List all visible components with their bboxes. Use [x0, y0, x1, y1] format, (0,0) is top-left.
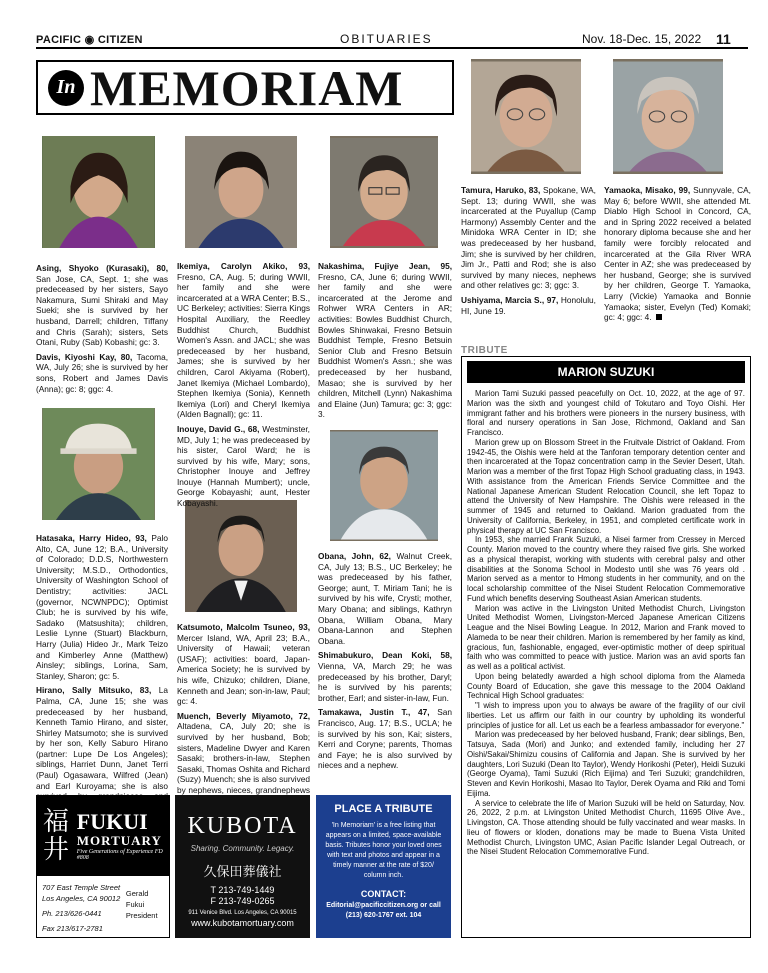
tribute-paragraph: Upon being belatedly awarded a high school diploma from the Alameda County Board of Education, she gave this message to the 2004 Oakland Technical High School graduates:	[467, 671, 745, 701]
obit-column-5	[604, 185, 751, 327]
tribute-paragraph: Marion was active in the Livingston United Methodist Church, Livingston United Methodist Women, Livingston-Merced Japanese American Citizens League and the Nisei Bowling League. In 2012, Marion and Frank moved to Alameda to be near their children. Marion is remembered by her family as kind, gracious, fun, fashionable, engaged, ever-optimistic mother of deep spiritual faith who was committed to peace with justice. Marion was an avid sports fan as well as a political activist.	[467, 603, 745, 671]
obit-name: Ikemiya, Carolyn Akiko, 93,	[177, 261, 310, 271]
obit-name: Ushiyama, Marcia S., 97,	[461, 294, 559, 305]
tribute-paragraph: "I wish to impress upon you to always be aware of the fragility of our civil liberties. Let us affirm our faith in our country by upholding its wonderful principles of justice for all. Let us each be a fearless ambassador for everyone."	[467, 701, 745, 730]
place-tribute-ad	[316, 795, 451, 938]
tribute-paragraph: Marion grew up on Blossom Street in the Fruitvale District of Oakland. From 1942-45, the Oishis were held at the Tanforan temporary detention center and then incarcerated at the Topaz concentration camp in the Sevier Desert, Utah. Marion was a member of the first Topaz High School graduating class, in 1943. With assistance from the American Friends Service Committee and the National Japanese American Student Relocation Council, she left Topaz to attend the University of New Hampshire. The Oishis were released in the summer of 1945 and returned to Oakland. Marion graduated from the University of California, Berkeley, in 1951, and completed certificate work in physical therapy at UC San Francisco.	[467, 437, 745, 535]
obit-text: Honolulu, HI, June 19.	[461, 294, 596, 316]
kubota-fax: F 213-749-0265	[210, 896, 275, 906]
header-rule	[36, 47, 748, 49]
fukui-name: FUKUI	[76, 809, 148, 834]
obit-name: Yamaoka, Misako, 99,	[604, 185, 691, 195]
kubota-tagline: Sharing. Community. Legacy.	[190, 844, 295, 853]
photo-hatasaka	[42, 408, 155, 520]
photo-katsumoto	[185, 500, 297, 612]
place-tribute-contact: CONTACT:	[360, 889, 407, 899]
obit-name: Katsumoto, Malcolm Tsuneo, 93,	[177, 622, 310, 632]
kubota-mortuary-ad[interactable]	[175, 795, 310, 938]
fukui-tagline: Five Generations of Experience FD #808	[76, 849, 163, 861]
issue-date: Nov. 18-Dec. 15, 2022	[582, 32, 702, 46]
tribute-paragraph: A service to celebrate the life of Marion Suzuki will be held on Saturday, Nov. 26, 2022, 2 p.m. at Livingston United Methodist Church, 11695 Olive Ave., Livingston, CA. Those attending should be fully vaccinated and wear masks. In lieu of flowers or kloden, donations may be made to Buena Vista United Methodist Church, Livingston UMC, Asian Pacific Islander Legal Outreach, or the Nisei Student Relocation Commemorative Fund.	[467, 798, 745, 857]
obit-name: Nakashima, Fujiye Jean, 95,	[318, 261, 452, 271]
obit-name: Tamura, Haruko, 83,	[461, 185, 541, 195]
obit-text: San Jose, CA, Sept. 1; she was predeceased by her sisters, Sayo Nakamura, Sumi Shiraki and May Sueki; she is survived by her husband, Darrell; children, Tiffany and Chris (Sarah); sisters, Sets Otani, Ruby (Sab) Kobashi; gc: 3.	[36, 273, 168, 348]
obit-name: Tamakawa, Justin T., 47,	[318, 707, 430, 718]
obit-text: Spokane, WA, Sept. 13; during WWII, she was incarcerated at the Puyallup (Camp Harmony) Assembly Center and the Minidoka WRA Center in ID; she was predeceased by her husband, Jim; she is survived by her children, Jim Jr., Patti and Rod; she is also survived by many nieces, nephews and other relatives gc: 3; ggc: 3.	[461, 185, 596, 291]
photo-tamura	[471, 59, 581, 174]
obit-text: San Francisco, Aug. 17; B.S., UCLA; he is survived by his son, Kai; sisters, Kerri and Coryne; parents, Thomas and Faye; he is also survived by nieces and a nephew.	[318, 707, 452, 771]
tribute-label: TRIBUTE	[461, 345, 508, 356]
kubota-website-link[interactable]: www.kubotamortuary.com	[191, 918, 294, 928]
page-number: 11	[716, 31, 731, 47]
obit-text: Sunnyvale, CA, May 6; before WWII, she attended Mt. Diablo High School in Concord, CA, and in Spring 2022 received a belated honorary diploma because she and her family were forcibly relocated and incarcerated at the Gila River WRA Center in AZ; she was predeceased by her husband, George; she is survived by her children, George T. Yamaoka, Larry (Vickie) Yamaoka and Bonnie Yamaoka; sister, Evelyn (Ted) Komaki; gc: 4; ggc: 4.	[604, 185, 751, 323]
obit-name: Inouye, David G., 68,	[177, 423, 260, 434]
photo-asing	[42, 136, 155, 248]
obit-text: Tacoma, WA, July 26; she is survived by her sons, Robert and James Davis (Anna); gc: 8; ggc: 4.	[36, 351, 168, 394]
obit-text: Fresno, CA, Aug. 5; during WWII, her family and she were incarcerated at a WRA Center; B.S., UC Berkeley; activities: Sierra Kings Hospital Auxiliary, the Reedley Buddhist Church, Buddhist Women's Assn. and JACL; she was predeceased by her husband, James; she is survived by her children, Carol Akiyama (Robert), Janet Ikemiya (Michael Lombardo), Stephen Ikemiya (Sonia), Kenneth Ikemiya (Lori) and Cheryl Ikemiya (Alden Bagnall); gc: 11.	[177, 271, 310, 420]
obit-text: La Palma, CA, June 15; she was predeceased by her husband, Kenneth Tamio Hirano, and sister, Shirley Matsumoto; she is survived by her son, Kelly Saburo Hirano (partner: Lupe De Los Angeles); siblings, Harriet Dunn, Janet Terri (Paul) Ogasawara, Wilfred (Jean) and Earl Kuroyama; she is also	[36, 685, 168, 791]
fukui-mortuary: MORTUARY	[76, 833, 162, 848]
obit-column-2b	[177, 622, 310, 810]
obit-column-3	[318, 261, 452, 424]
place-tribute-body: 'In Memoriam' is a free listing that appears on a limited, space-available basis. Tributes honor your loved ones with text and photos and appear in a timely manner at the rate of $20/ column inch.	[325, 822, 442, 879]
fukui-kanji: 福井	[43, 807, 70, 865]
fukui-phone: Ph. 213/626-0441	[42, 909, 102, 918]
place-tribute-email-link[interactable]: Editorial@pacificcitizen.org or call (213) 620-1767 ext. 104	[326, 902, 441, 919]
obit-column-1b	[36, 533, 168, 816]
photo-ikemiya	[185, 136, 297, 248]
obit-text: Mercer Island, WA, April 23; B.A., University of Hawaii; veteran (USAF); activities: board, Japan-America Society; he is survived by his wife, Chizuko; children, Diane, Kenneth and Jean; son-in-law, Paul; gc: 4.	[177, 632, 310, 707]
obit-name: Muench, Beverly Miyamoto, 72,	[177, 710, 310, 721]
obit-name: Davis, Kiyoshi Kay, 80,	[36, 351, 133, 362]
obit-column-2	[177, 261, 310, 513]
banner-title: MEMORIAM	[90, 59, 404, 116]
tribute-paragraph: Marion Tami Suzuki passed peacefully on Oct. 10, 2022, at the age of 97. Marion was the sixth and youngest child of Tokutaro and Toyo Oishi. Her immigrant father and his brothers were pioneers in the nursery business, with floral and nursery operations in San Jose, Richmond, Oakland and San Francisco.	[467, 389, 745, 437]
obit-name: Obana, John, 62,	[318, 551, 391, 561]
tribute-box	[461, 356, 751, 938]
tribute-paragraph: Marion was predeceased by her beloved husband, Frank; dear siblings, Ben, Tatsuya, Sada (Mori) and Junko; and extended family, including her 27 Oishi/Sakai/Shimizu cousins of California and Japan. She is survived by her daughters, Lori Suzuki (Dean Ito Taylor), Wendy Horikoshi (Peter), Heidi Suzuki (George Oyama), Tami Suzuki (Rich Eijima) and Teri Suzuki; grandchildren, Steven and Kevin Horikoshi, Masao Ito Taylor, Derek Oyama and Riki and Tomi Eijima.	[467, 730, 745, 798]
obit-column-1	[36, 263, 168, 398]
photo-yamaoka	[613, 59, 723, 174]
kubota-logo: KUBOTA	[187, 813, 298, 839]
fukui-address-1: 707 East Temple Street	[42, 883, 121, 892]
obit-name: Shimabukuro, Dean Koki, 58,	[318, 650, 452, 661]
obit-name: Hirano, Sally Mitsuko, 83,	[36, 685, 152, 696]
tribute-title: MARION SUZUKI	[467, 361, 745, 383]
kubota-japanese-name: 久保田葬儀社	[203, 865, 282, 880]
end-mark	[656, 314, 662, 320]
section-title: OBITUARIES	[340, 32, 433, 46]
place-tribute-title: PLACE A TRIBUTE	[334, 803, 433, 815]
masthead: PACIFIC ◉ CITIZEN	[36, 34, 143, 46]
obit-text: Fresno, CA, June 6; during WWII, her family and she were incarcerated at the Jerome and Rohwer WRA Centers in AR; activities: Bowles Buddhist Church, Bowles Shinwakai, Fresno Betsuin Buddhist Temple, Fresno Betsuin Senior Club and Fresno Betsuin Buddhist Women's Assn.; she was predeceased by her husband, Masao; she is survived by her children, Mitchell (Lynn) Nakashima and Elaine (Jun) Tamura; gc: 3; ggc: 3.	[318, 271, 452, 420]
fukui-mortuary-ad[interactable]	[36, 795, 170, 938]
fukui-fax: Fax 213/617-2781	[42, 924, 103, 933]
obit-name: Asing, Shyoko (Kurasaki), 80,	[36, 263, 168, 273]
kubota-phone: T 213-749-1449	[210, 885, 275, 895]
photo-obana	[330, 430, 438, 541]
in-memoriam-banner	[36, 60, 454, 115]
fukui-president: Gerald Fukui President	[125, 889, 158, 920]
photo-nakashima	[330, 136, 438, 248]
in-badge: In	[48, 70, 84, 106]
obit-column-3b	[318, 551, 452, 775]
obit-text: Altadena, CA, July 20; she is survived by her husband, Bob; sisters, Madeline Dwyer and Karen Sasaki; brothers-in-law, Stephen Sasaki, Thomas Oshita and Richard (Suzy) Muench; she is also survived by nephews, nieces, grandnephews	[177, 721, 310, 795]
obit-text: Westminster, MD, July 1; he was predeceased by his sister, Carol Ward; he is survived by his wife, Mary; sons, Christopher Inouye and Jeffrey Inouye (Hannah Mumbert); uncle, George Kobayashi; aunt, Hester Kobayashi.	[177, 423, 310, 509]
obit-name: Hatasaka, Harry Hideo, 93,	[36, 533, 147, 543]
obit-text: Walnut Creek, CA, July 13; B.S., UC Berkeley; he was predeceased by his father, George; aunt, T. Miriam Tani; he is survived by his wife, Crysti; mother, Mary Obana; and siblings, Kathryn Obana, William Obana, Mary Obana-Lannon and Stephen Obana.	[318, 551, 452, 646]
obit-column-4	[461, 185, 596, 320]
tribute-paragraph: In 1953, she married Frank Suzuki, a Nisei farmer from Cressey in Merced County. Marion moved to the country where they raised five girls. She worked as a physical therapist, working with students with cerebral palsy and other disabilities at the Sonoma School in Modesto until she was 76 years old . Marion served as a mentor to Hmong students in her community, and on the local scholarship committee of the Nisei Student Relocation Commemorative Fund which benefits deserving Southeast Asian American students.	[467, 535, 745, 603]
obit-text: Vienna, VA, March 29; he was predeceased by his brother, Daryl; he is survived by his parents; brother, Earl; and sister-in-law, Fun.	[318, 660, 452, 703]
fukui-address-2: Los Angeles, CA 90012	[42, 894, 121, 903]
kubota-address: 911 Venice Blvd. Los Angeles, CA 90015	[188, 910, 297, 916]
obit-text: Palo Alto, CA, June 12; B.A., University of Colorado; D.D.S, Northwestern University; M.S.D., Orthodontics, University of Washington School of Dentistry; activities: JACL (governor, NCWNPDC); Optimist Club; he is survived by his wife, Sadako (Matsushita); children, Leslie Lynne (Stuart) Blackburn, Harry (Julia) Hideo Jr., Mark Teizo and Kimberley Anne (Matthew) Ainsley; siblings, Lorina, Sam, Stanley, Sharon; gc: 5.	[36, 533, 168, 681]
